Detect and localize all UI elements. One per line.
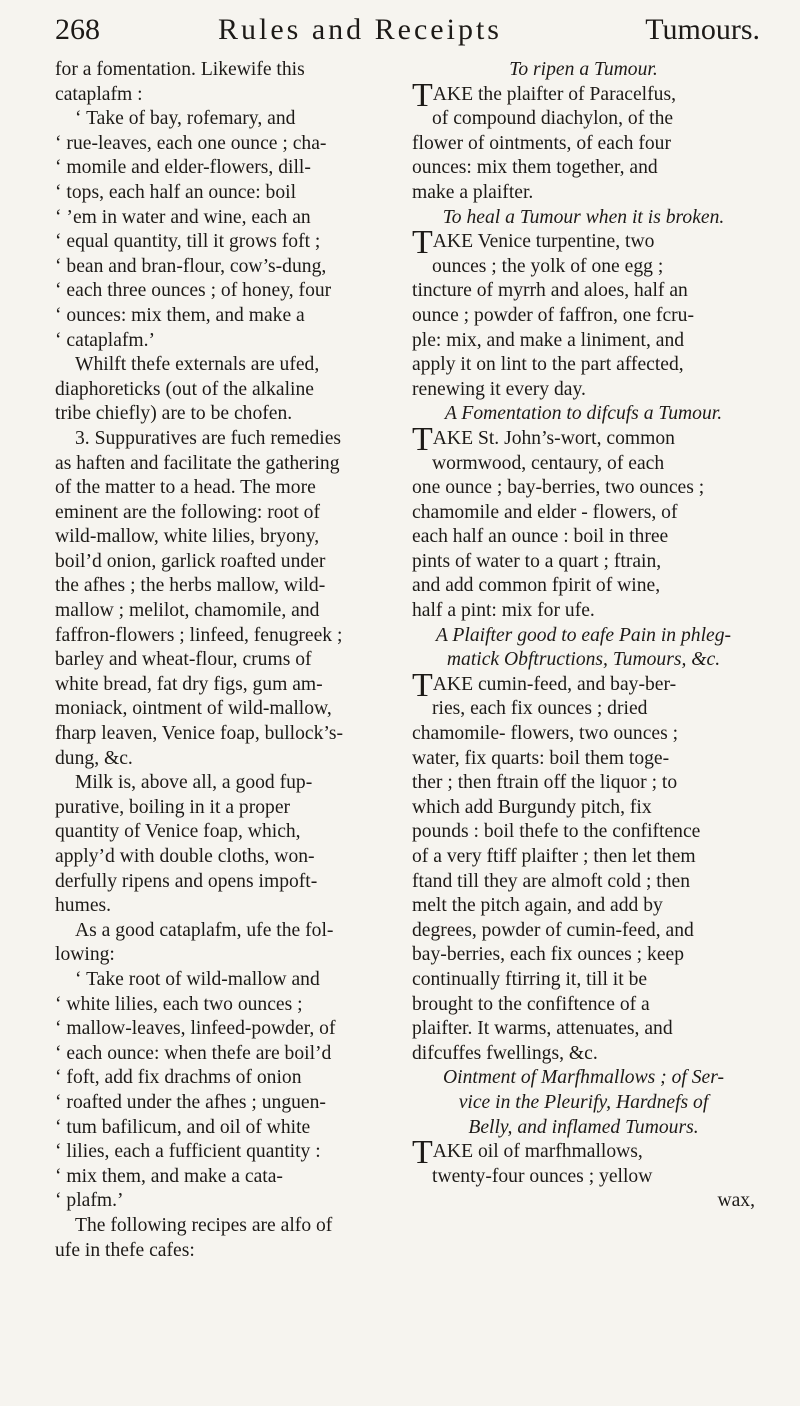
left-text-line: humes.: [55, 895, 112, 917]
left-text-line: ‘ rue-leaves, each one ounce ; cha-: [55, 132, 327, 154]
right-text-line: make a plaifter.: [412, 181, 534, 203]
left-text-line: ‘ Take of bay, rofemary, and: [75, 108, 296, 130]
left-text-line: Whilft thefe externals are ufed,: [75, 354, 320, 376]
drop-cap: T: [412, 666, 433, 704]
right-text-line: continually ftirring it, till it be: [412, 968, 648, 990]
right-text-line: plaifter. It warms, attenuates, and: [412, 1018, 673, 1040]
right-text-line: chamomile and elder - flowers, of: [412, 501, 678, 523]
right-text-line: melt the pitch again, and add by: [412, 895, 663, 917]
left-text-line: ‘ tops, each half an ounce: boil: [55, 181, 297, 203]
right-text-line: ries, each fix ounces ; dried: [432, 698, 648, 720]
right-text-line: one ounce ; bay-berries, two ounces ;: [412, 477, 705, 499]
left-text-line: ‘ mallow-leaves, linfeed-powder, of: [55, 1018, 336, 1040]
left-text-line: as haften and facilitate the gathering: [55, 452, 340, 474]
left-text-line: wild-mallow, white lilies, bryony,: [55, 526, 320, 548]
right-recipe-heading: A Plaifter good to eafe Pain in phleg-: [435, 624, 732, 646]
left-text-line: ‘ momile and elder-flowers, dill-: [55, 157, 311, 179]
left-text-line: fharp leaven, Venice foap, bullock’s-: [55, 723, 343, 745]
right-text-line: tincture of myrrh and aloes, half an: [412, 280, 688, 302]
left-text-line: ‘ each ounce: when thefe are boil’d: [55, 1042, 332, 1064]
drop-cap-line-text: AKE the plaifter of Paracelfus,: [432, 83, 676, 105]
left-text-line: ‘ roafted under the afhes ; unguen-: [55, 1091, 326, 1113]
left-text-line: 3. Suppuratives are fuch remedies: [75, 427, 342, 449]
left-text-line: moniack, ointment of wild-mallow,: [55, 698, 332, 720]
left-text-line: the afhes ; the herbs mallow, wild-: [55, 575, 326, 597]
drop-cap: T: [412, 224, 433, 262]
drop-cap: T: [412, 420, 433, 458]
left-text-line: ‘ mix them, and make a cata-: [55, 1165, 283, 1187]
right-recipe-heading: A Fomentation to difcufs a Tumour.: [444, 403, 723, 425]
right-text-line: wormwood, centaury, of each: [432, 452, 665, 474]
drop-cap: T: [412, 76, 433, 114]
right-text-line: ounce ; powder of faffron, one fcru-: [412, 304, 694, 326]
right-text-line: of a very ftiff plaifter ; then let them: [412, 846, 696, 867]
left-text-line: tribe chiefly) are to be chofen.: [55, 403, 293, 425]
right-text-line: [412, 1134, 755, 1172]
right-text-line: apply it on lint to the part affected,: [412, 354, 684, 376]
right-text-line: ounces: mix them together, and: [412, 157, 658, 179]
left-text-line: ‘ cataplafm.’: [55, 329, 156, 351]
right-text-line: ple: mix, and make a liniment, and: [412, 329, 685, 351]
right-recipe-heading: To ripen a Tumour.: [509, 59, 658, 80]
left-text-line: lowing:: [55, 944, 115, 966]
right-text-line: wax,: [717, 1190, 755, 1212]
left-text-line: of the matter to a head. The more: [55, 477, 316, 499]
left-text-line: ‘ ounces: mix them, and make a: [55, 304, 305, 326]
right-text-line: renewing it every day.: [412, 378, 586, 400]
left-text-line: dung, &c.: [55, 747, 133, 769]
left-text-line: quantity of Venice foap, which,: [55, 821, 301, 843]
left-text-line: ‘ each three ounces ; of honey, four: [55, 280, 332, 302]
right-recipe-heading: Belly, and inflamed Tumours.: [468, 1116, 699, 1138]
right-text-line: half a pint: mix for ufe.: [412, 600, 595, 622]
section-topic: Tumours.: [645, 13, 760, 46]
running-title: [218, 8, 502, 52]
running-title-text: Rules and Receipts: [218, 13, 502, 46]
left-text-line: derfully ripens and opens impoft-: [55, 870, 318, 892]
right-text-line: each half an ounce : boil in three: [412, 526, 669, 548]
right-text-line: [412, 76, 755, 114]
left-text-line: faffron-flowers ; linfeed, fenugreek ;: [55, 624, 343, 646]
drop-cap-line-text: AKE cumin-feed, and bay-ber-: [432, 673, 677, 695]
left-text-line: ‘ tum bafilicum, and oil of white: [55, 1116, 311, 1138]
left-column: [55, 58, 390, 1263]
drop-cap-line-text: AKE Venice turpentine, two: [432, 231, 655, 253]
left-text-line: As a good cataplafm, ufe the fol-: [75, 919, 334, 941]
left-text-line: diaphoreticks (out of the alkaline: [55, 378, 314, 400]
left-text-line: eminent are the following: root of: [55, 501, 320, 523]
left-text-line: ‘ bean and bran-flour, cow’s-dung,: [55, 255, 327, 277]
left-text-line: mallow ; melilot, chamomile, and: [55, 600, 320, 622]
left-text-line: Milk is, above all, a good fup-: [75, 772, 313, 794]
left-text-line: cataplafm :: [55, 83, 143, 105]
left-text-line: ‘ white lilies, each two ounces ;: [55, 993, 303, 1015]
right-text-line: degrees, powder of cumin-feed, and: [412, 919, 694, 941]
right-text-line: and add common fpirit of wine,: [412, 575, 661, 597]
right-column: [412, 58, 755, 1214]
right-text-line: pounds : boil thefe to the confiftence: [412, 821, 701, 843]
left-text-line: white bread, fat dry figs, gum am-: [55, 673, 323, 695]
left-text-line: ufe in thefe cafes:: [55, 1239, 195, 1261]
left-text-line: apply’d with double cloths, won-: [55, 846, 315, 867]
right-recipe-heading: Ointment of Marfhmallows ; of Ser-: [443, 1067, 724, 1089]
left-text-line: purative, boiling in it a proper: [55, 796, 291, 818]
right-recipe-heading: To heal a Tumour when it is broken.: [442, 206, 725, 228]
left-text-line: ‘ lilies, each a fufficient quantity :: [55, 1141, 321, 1163]
right-recipe-heading: vice in the Pleurify, Hardnefs of: [458, 1091, 709, 1113]
right-text-line: pints of water to a quart ; ftrain,: [412, 550, 662, 572]
right-text-line: [412, 420, 755, 458]
right-text-line: water, fix quarts: boil them toge-: [412, 747, 670, 769]
left-text-line: ‘ Take root of wild-mallow and: [75, 968, 320, 990]
running-header: [55, 8, 760, 52]
right-text-line: ounces ; the yolk of one egg ;: [432, 255, 664, 277]
right-text-line: of compound diachylon, of the: [432, 108, 674, 130]
right-text-line: bay-berries, each fix ounces ; keep: [412, 944, 685, 966]
left-text-line: barley and wheat-flour, crums of: [55, 649, 312, 671]
left-text-line: ‘ foft, add fix drachms of onion: [55, 1067, 302, 1089]
right-text-line: twenty-four ounces ; yellow: [432, 1165, 653, 1187]
drop-cap: T: [412, 1134, 433, 1172]
right-text-line: [412, 666, 755, 704]
right-text-line: flower of ointments, of each four: [412, 132, 671, 154]
left-text-line: for a fomentation. Likewife this: [55, 59, 305, 80]
right-text-line: ther ; then ftrain off the liquor ; to: [412, 772, 678, 794]
left-text-line: ‘ ’em in water and wine, each an: [55, 206, 311, 228]
drop-cap-line-text: AKE St. John’s-wort, common: [432, 427, 675, 449]
right-text-line: difcuffes fwellings, &c.: [412, 1042, 598, 1064]
right-text-line: [412, 224, 755, 262]
left-text-line: ‘ plafm.’: [55, 1190, 124, 1212]
page-number: 268: [55, 13, 100, 46]
right-text-line: chamomile- flowers, two ounces ;: [412, 723, 679, 745]
right-text-line: which add Burgundy pitch, fix: [412, 796, 652, 818]
drop-cap-line-text: AKE oil of marfhmallows,: [432, 1141, 643, 1163]
left-text-line: boil’d onion, garlick roafted under: [55, 550, 326, 572]
left-text-line: ‘ equal quantity, till it grows foft ;: [55, 231, 321, 253]
right-text-line: brought to the confiftence of a: [412, 993, 650, 1015]
right-recipe-heading: matick Obftructions, Tumours, &c.: [446, 649, 721, 671]
left-text-line: The following recipes are alfo of: [75, 1214, 333, 1236]
right-text-line: ftand till they are almoft cold ; then: [412, 870, 691, 892]
